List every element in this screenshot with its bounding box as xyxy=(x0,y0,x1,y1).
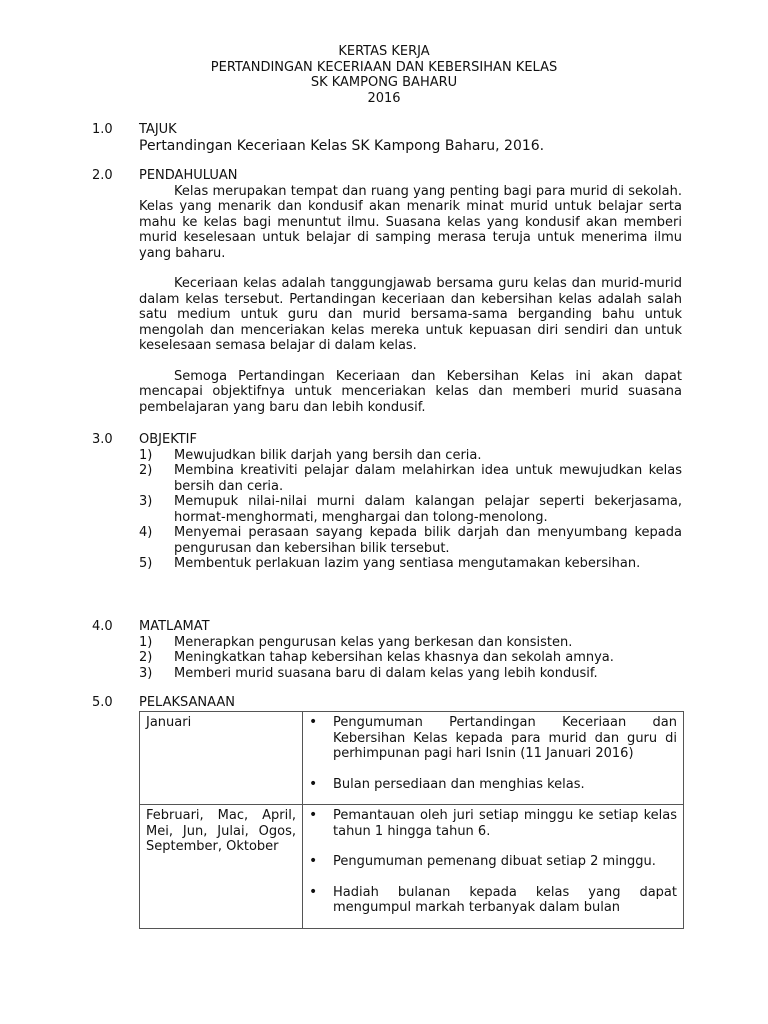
bullet-icon: • xyxy=(309,714,318,730)
header-line-2: PERTANDINGAN KECERIAAN DAN KEBERSIHAN KELAS xyxy=(210,59,558,75)
section-matlamat xyxy=(92,619,682,681)
item-text: Membentuk perlakuan lazim yang sentiasa mengutamakan kebersihan. xyxy=(174,556,641,571)
section-heading: PENDAHULUAN xyxy=(139,168,238,183)
section-heading: TAJUK xyxy=(139,122,177,137)
list-item xyxy=(309,854,677,870)
document-header xyxy=(0,44,768,106)
item-number: 5) xyxy=(139,556,153,571)
list-item xyxy=(309,715,677,762)
section-number: 3.0 xyxy=(92,432,113,447)
item-text: Mewujudkan bilik darjah yang bersih dan ceria. xyxy=(174,447,482,463)
section-pendahuluan xyxy=(92,168,682,415)
item-text: Memupuk nilai-nilai murni dalam kalangan pelajar seperti bekerjasama, hormat-menghormati, menghargai dan tolong-menolong. xyxy=(174,494,682,525)
table-row xyxy=(140,805,684,929)
item-number: 2) xyxy=(139,463,153,478)
item-text: Memberi murid suasana baru di dalam kelas yang lebih kondusif. xyxy=(174,665,598,681)
item-text: Pengumuman pemenang dibuat setiap 2 minggu. xyxy=(333,854,656,869)
item-text: Menyemai perasaan sayang kepada bilik darjah dan menyumbang kepada pengurusan dan kebersihan bilik tersebut. xyxy=(174,525,682,556)
item-text: Pemantauan oleh juri setiap minggu ke setiap kelas tahun 1 hingga tahun 6. xyxy=(333,808,677,839)
section-number: 2.0 xyxy=(92,168,113,183)
section-heading: PELAKSANAAN xyxy=(139,695,235,710)
implementation-table xyxy=(139,711,684,929)
tajuk-title: Pertandingan Keceriaan Kelas SK Kampong Baharu, 2016. xyxy=(139,137,545,154)
list-item xyxy=(139,463,682,494)
activity-cell xyxy=(303,805,684,929)
bullet-icon: • xyxy=(309,775,318,792)
paragraph: Semoga Pertandingan Keceriaan dan Kebersihan Kelas ini akan dapat mencapai objektifnya untuk menceriakan kelas dan memberi murid suasana pembelajaran yang baru dan lebih kondusif. xyxy=(139,368,682,415)
item-text: Bulan persediaan dan menghias kelas. xyxy=(333,776,585,792)
list-item xyxy=(139,666,682,682)
item-number: 3) xyxy=(139,665,153,681)
section-number: 5.0 xyxy=(92,695,113,710)
bullet-icon: • xyxy=(309,883,318,900)
bullet-icon: • xyxy=(309,807,318,823)
item-number: 1) xyxy=(139,634,153,650)
list-item xyxy=(139,650,682,666)
header-year: 2016 xyxy=(367,90,401,106)
item-text: Hadiah bulanan kepada kelas yang dapat mengumpul markah terbanyak dalam bulan xyxy=(333,884,677,915)
item-text: Menerapkan pengurusan kelas yang berkesan dan konsisten. xyxy=(174,634,573,650)
section-number: 4.0 xyxy=(92,619,113,634)
section-heading: MATLAMAT xyxy=(139,619,210,634)
header-line-1: KERTAS KERJA xyxy=(338,44,430,59)
item-text: Meningkatkan tahap kebersihan kelas khasnya dan sekolah amnya. xyxy=(174,650,614,665)
item-number: 4) xyxy=(139,525,153,540)
header-line-3: SK KAMPONG BAHARU xyxy=(310,75,458,90)
month-cell: Januari xyxy=(140,712,303,805)
goal-list xyxy=(139,635,682,682)
section-pelaksanaan xyxy=(92,695,682,711)
item-number: 3) xyxy=(139,494,153,509)
month-text: Februari, Mac, April, Mei, Jun, Julai, Ogos, September, Oktober xyxy=(146,808,296,854)
month-cell xyxy=(140,805,303,929)
section-objektif xyxy=(92,432,682,572)
section-heading: OBJEKTIF xyxy=(139,432,197,447)
item-number: 2) xyxy=(139,650,153,665)
section-number: 1.0 xyxy=(92,122,113,137)
item-text: Membina kreativiti pelajar dalam melahirkan idea untuk mewujudkan kelas bersih dan ceria. xyxy=(174,463,682,494)
list-item xyxy=(139,556,682,572)
activity-cell xyxy=(303,712,684,805)
list-item xyxy=(309,885,677,916)
list-item xyxy=(309,808,677,839)
section-tajuk xyxy=(92,122,682,154)
paragraph: Keceriaan kelas adalah tanggungjawab bersama guru kelas dan murid-murid dalam kelas tersebut. Pertandingan keceriaan dan kebersihan kelas adalah salah satu medium untuk guru dan murid bersama-sama berganding bahu untuk mengolah dan menceriakan kelas mereka untuk kepuasan diri sendiri dan untuk keselesaan semasa belajar di dalam kelas. xyxy=(139,276,682,353)
bullet-icon: • xyxy=(309,853,318,869)
objective-list xyxy=(139,448,682,572)
list-item xyxy=(139,448,682,464)
list-item xyxy=(139,525,682,556)
paragraph: Kelas merupakan tempat dan ruang yang penting bagi para murid di sekolah. Kelas yang menarik dan kondusif akan menarik minat murid untuk belajar serta mahu ke kelas bagi menuntut ilmu. Suasana kelas yang kondusif akan memberi murid keselesaan untuk belajar di samping merasa teruja untuk menerima ilmu yang baharu. xyxy=(139,183,682,261)
table-row xyxy=(140,712,684,805)
item-number: 1) xyxy=(139,447,153,463)
list-item xyxy=(139,494,682,525)
item-text: Pengumuman Pertandingan Keceriaan dan Kebersihan Kelas kepada para murid dan guru di perhimpunan pagi hari Isnin (11 Januari 2016) xyxy=(333,715,677,761)
list-item xyxy=(139,635,682,651)
list-item xyxy=(309,777,677,793)
